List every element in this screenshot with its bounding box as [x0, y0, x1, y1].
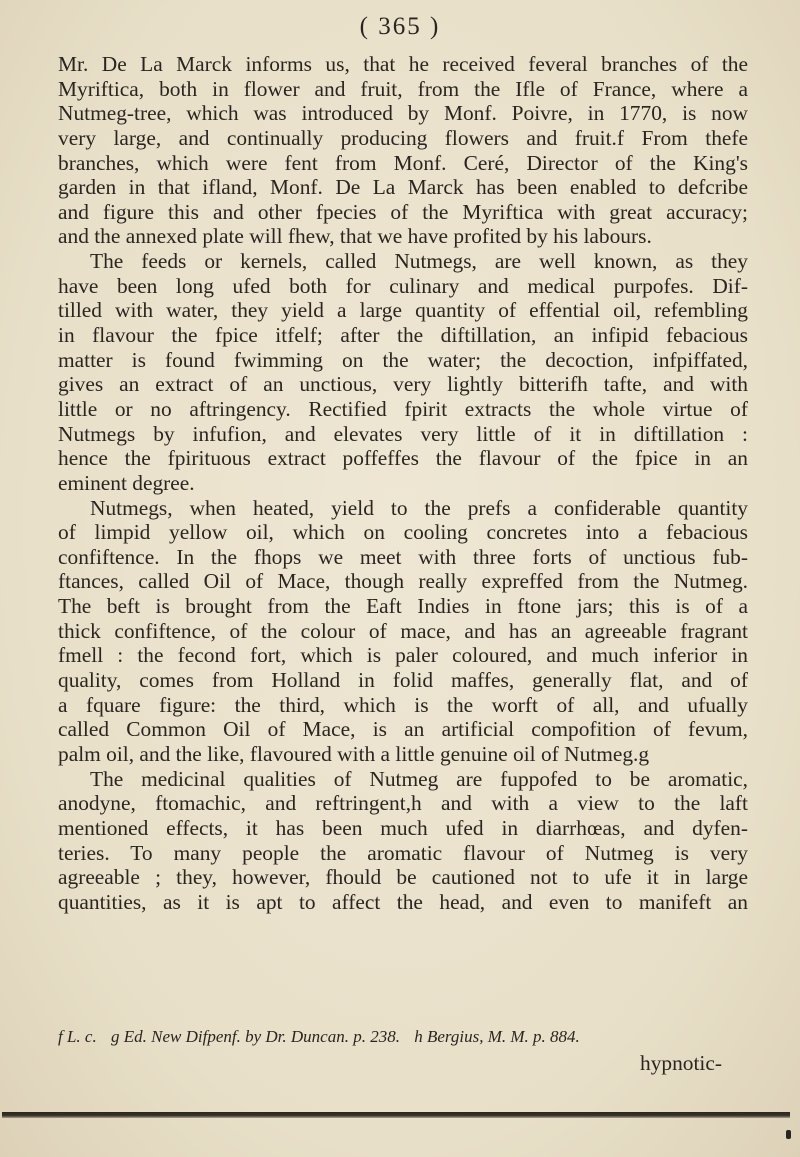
body-text: [58, 52, 748, 914]
text-line: Nutmeg-tree, which was introduced by Monf. Poivre, in 1770, is now: [58, 101, 748, 126]
text-line: anodyne, ftomachic, and reftringent,h and with a view to the laft: [58, 791, 748, 816]
text-line: ftances, called Oil of Mace, though really expreffed from the Nutmeg.: [58, 569, 748, 594]
text-line: Myriftica, both in flower and fruit, from the Ifle of France, where a: [58, 76, 748, 101]
text-line: tilled with water, they yield a large quantity of effential oil, refembling: [58, 298, 748, 323]
text-line: quality, comes from Holland in folid maffes, generally flat, and of: [58, 668, 748, 693]
page-edge-rule: [2, 1112, 790, 1118]
text-line: in flavour the fpice itfelf; after the diftillation, an infipid febacious: [58, 323, 748, 348]
text-line: fmell : the fecond fort, which is paler coloured, and much inferior in: [58, 643, 748, 668]
text-line: Mr. De La Marck informs us, that he received feveral branches of the: [58, 52, 748, 76]
text-line: palm oil, and the like, flavoured with a little genuine oil of Nutmeg.g: [58, 741, 650, 766]
text-line: gives an extract of an unctious, very lightly bitterifh tafte, and with: [58, 372, 748, 397]
footnote: g Ed. New Difpenf. by Dr. Duncan. p. 238.: [110, 1027, 400, 1046]
text-line: agreeable ; they, however, fhould be cautioned not to ufe it in large: [58, 865, 748, 890]
text-line: hence the fpirituous extract poffeffes the flavour of the fpice in an: [58, 446, 748, 471]
text-line: thick confiftence, of the colour of mace, and has an agreeable fragrant: [58, 618, 748, 643]
text-line: quantities, as it is apt to affect the head, and even to manifeft an: [58, 889, 748, 914]
text-line: very large, and continually producing flowers and fruit.f From thefe: [58, 125, 748, 150]
text-line: have been long ufed both for culinary and medical purpofes. Dif-: [58, 273, 748, 298]
text-line: The medicinal qualities of Nutmeg are fuppofed to be aromatic,: [90, 766, 748, 791]
text-line: branches, which were fent from Monf. Ceré, Director of the King's: [58, 150, 748, 175]
text-line: and the annexed plate will fhew, that we have profited by his labours.: [58, 224, 652, 249]
text-line: teries. To many people the aromatic flavour of Nutmeg is very: [58, 840, 748, 865]
text-line: Nutmegs by infufion, and elevates very little of it in diftillation :: [58, 421, 748, 446]
text-line: matter is found fwimming on the water; the decoction, infpiffated,: [58, 347, 748, 372]
footnote: f L. c.: [58, 1027, 97, 1046]
text-line: called Common Oil of Mace, is an artificial compofition of fevum,: [58, 717, 748, 742]
text-line: little or no aftringency. Rectified fpirit extracts the whole virtue of: [58, 396, 748, 421]
page-number: ( 365 ): [359, 13, 441, 40]
footnotes: [58, 1026, 748, 1048]
text-line: eminent degree.: [58, 470, 195, 495]
text-line: a fquare figure: the third, which is the worft of all, and ufually: [58, 692, 748, 717]
text-line: garden in that ifland, Monf. De La Marck has been enabled to defcribe: [58, 175, 748, 200]
text-line: of limpid yellow oil, which on cooling concretes into a febacious: [58, 520, 748, 545]
page-edge-mark: [786, 1130, 791, 1139]
footnote: h Bergius, M. M. p. 884.: [414, 1027, 580, 1046]
text-line: mentioned effects, it has been much ufed in diarrhœas, and dyfen-: [58, 815, 748, 840]
catchword: hypnotic-: [640, 1051, 722, 1075]
text-line: confiftence. In the fhops we meet with three forts of unctious fub-: [58, 544, 748, 569]
text-line: The beft is brought from the Eaft Indies in ftone jars; this is of a: [58, 594, 748, 619]
text-line: Nutmegs, when heated, yield to the prefs a confiderable quantity: [90, 495, 748, 520]
text-line: The feeds or kernels, called Nutmegs, are well known, as they: [90, 249, 748, 274]
text-line: and figure this and other fpecies of the Myriftica with great accuracy;: [58, 199, 748, 224]
